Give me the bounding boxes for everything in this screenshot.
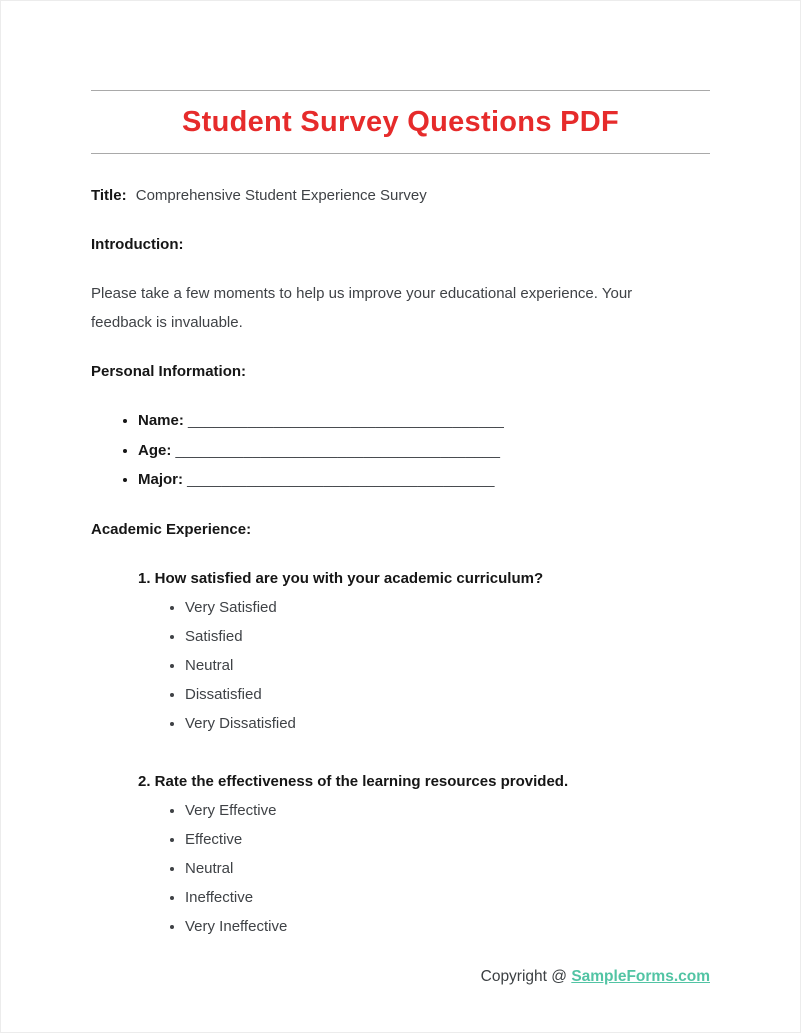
option-item: • Very Satisfied: [185, 593, 710, 622]
field-major-label: Major:: [138, 471, 183, 488]
option-item: • Neutral: [185, 651, 710, 680]
header-rule-top: [91, 90, 710, 91]
field-major: [138, 465, 710, 495]
survey-title-label: Title:: [91, 187, 127, 204]
personal-information-list: [91, 406, 710, 495]
option-item: • Ineffective: [185, 883, 710, 912]
question-1-options: [138, 593, 710, 738]
option-item: • Very Effective: [185, 796, 710, 825]
question-2-prompt: 2. Rate the effectiveness of the learning resources provided.: [138, 772, 569, 790]
field-name-label: Name:: [138, 412, 184, 429]
question-block-1: [138, 564, 710, 738]
field-age: [138, 436, 710, 466]
question-1-prompt: 1. How satisfied are you with your academic curriculum?: [138, 569, 544, 587]
option-item: • Very Dissatisfied: [185, 709, 710, 738]
academic-experience-heading: Academic Experience:: [91, 520, 252, 538]
brand-link[interactable]: SampleForms.com: [571, 968, 710, 985]
field-age-label: Age:: [138, 441, 172, 459]
option-item: • Dissatisfied: [185, 680, 710, 709]
question-2-options: [138, 796, 710, 941]
field-major-blank-line: ____________________________________: [187, 471, 495, 488]
field-name: [138, 406, 710, 436]
introduction-heading: Introduction:: [91, 236, 184, 253]
page-title: Student Survey Questions PDF: [181, 106, 620, 138]
copyright-text: Copyright @: [480, 968, 572, 985]
footer: [481, 968, 710, 986]
option-item: • Effective: [185, 825, 710, 854]
header-rule-bottom: [91, 153, 710, 154]
field-age-blank-line: ______________________________________: [175, 441, 501, 459]
survey-title-line: [91, 181, 710, 210]
document-body: [91, 181, 710, 941]
option-item: • Very Ineffective: [185, 912, 710, 941]
survey-title-value: Comprehensive Student Experience Survey: [135, 187, 427, 204]
question-block-2: [138, 767, 710, 941]
introduction-text: Please take a few moments to help us improve your educational experience. Your feedback is invaluable.: [91, 285, 633, 331]
document-header: [91, 90, 710, 154]
field-name-blank-line: _____________________________________: [188, 412, 505, 429]
personal-information-heading: Personal Information:: [91, 363, 247, 380]
option-item: • Satisfied: [185, 622, 710, 651]
option-item: • Neutral: [185, 854, 710, 883]
